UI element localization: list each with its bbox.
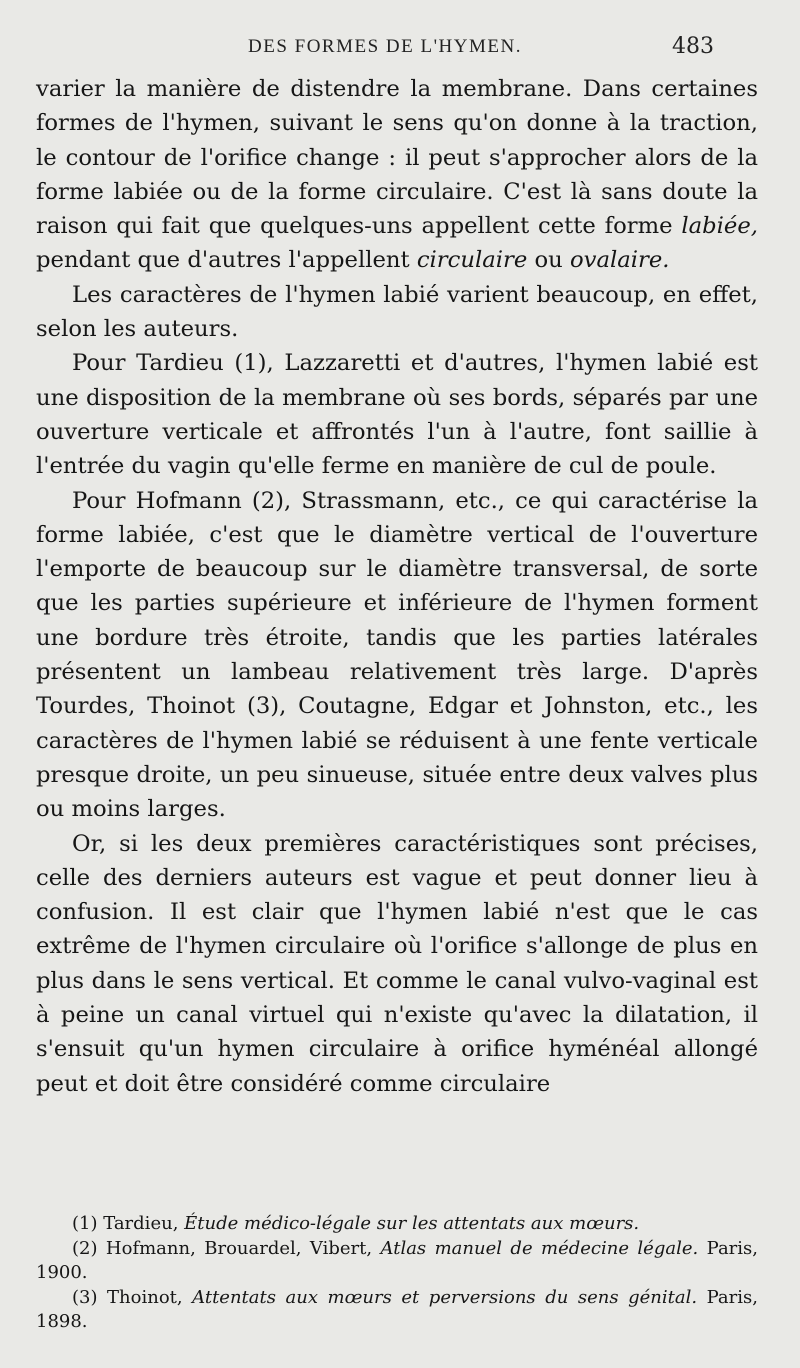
italic-term-ovalaire: ovalaire. [569,247,670,274]
footnote-2-title: Atlas manuel de médecine légale. [380,1237,699,1259]
paragraph-2: Les caractères de l'hymen labié varient beaucoup, en effet, selon les auteurs. [36,281,758,343]
paragraph-5: Or, si les deux premières caractéristiques sont précises, celle des derniers auteurs est vague et peut donner lieu à confusion. Il est clair que l'hymen labié n'est que le cas extrême de l'hymen circulaire où l'orifice s'allonge de plus en plus dans le sens vertical. Et comme le canal vulvo-vaginal est à peine un canal virtuel qui n'existe qu'avec la dilatation, il s'ensuit qu'un hymen circulaire à orifice hyménéal allongé peut et doit être considéré comme circulaire [36,830,758,1097]
footnote-2 [36,1237,758,1286]
footnote-2-text: (2) Hofmann, Brouardel, Vibert, [72,1237,381,1259]
italic-term-labiee: labiée, [681,213,758,240]
page-number: 483 [672,34,714,59]
footnote-1 [36,1212,758,1237]
footnote-2-place: Paris, 1900. [36,1237,758,1283]
footnote-3-title: Attentats aux mœurs et perversions du sens génital. [192,1286,698,1308]
footnotes [36,1212,758,1335]
paragraph-3: Pour Tardieu (1), Lazzaretti et d'autres, l'hymen labié est une disposition de la membrane où ses bords, séparés par une ouverture verticale et affrontés l'un à l'autre, font saillie à l'entrée du vagin qu'elle ferme en manière de cul de poule. [36,350,758,480]
footnote-3-place: Paris, 1898. [36,1286,758,1332]
footnote-1-text: (1) Tardieu, [72,1213,185,1234]
paragraph-1 [36,72,758,278]
italic-term-circulaire: circulaire [416,247,528,274]
running-head: DES FORMES DE L'HYMEN. [248,36,522,57]
paragraph-1-text-3: ou [527,247,570,274]
footnote-3-text: (3) Thoinot, [72,1286,193,1308]
paragraph-1-text: varier la manière de distendre la membrane. Dans certaines formes de l'hymen, suivant le sens qu'on donne à la traction, le contour de l'orifice change : il peut s'approcher alors de la forme labiée ou de la forme circulaire. C'est là sans doute la raison qui fait que quelques-uns appellent cette forme [36,76,758,240]
paragraph-4: Pour Hofmann (2), Strassmann, etc., ce qui caractérise la forme labiée, c'est que le diamètre vertical de l'ouverture l'emporte de beaucoup sur le diamètre transversal, de sorte que les parties supérieure et inférieure de l'hymen forment une bordure très étroite, tandis que les parties latérales présentent un lambeau relativement très large. D'après Tourdes, Thoinot (3), Coutagne, Edgar et Johnston, etc., les caractères de l'hymen labié se réduisent à une fente verticale presque droite, un peu sinueuse, située entre deux valves plus ou moins larges. [36,487,758,823]
paragraph-1-text-2: pendant que d'autres l'appellent [36,247,417,274]
footnote-3 [36,1286,758,1335]
page-header [0,30,800,66]
body-text [36,72,758,1101]
footnote-1-title: Étude médico-légale sur les attentats aux mœurs. [184,1213,640,1234]
